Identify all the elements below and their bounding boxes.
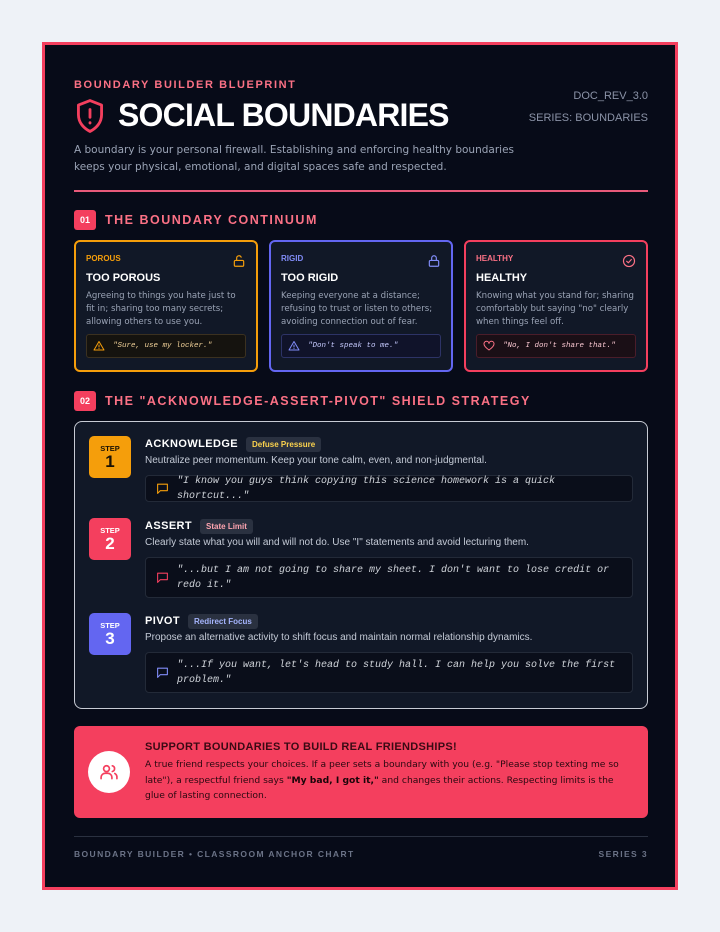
kicker: BOUNDARY BUILDER BLUEPRINT [74, 79, 297, 91]
banner-text-bold: "My bad, I got it," [286, 774, 379, 786]
step-quote [145, 652, 633, 693]
step-header [145, 436, 633, 452]
step-label: STEP [100, 525, 120, 535]
check-circle-icon [622, 254, 636, 268]
card-title: TOO POROUS [86, 272, 161, 284]
step-number: 1 [105, 451, 115, 471]
card-quote [86, 334, 246, 358]
step-badge [89, 518, 131, 560]
doc-series: SERIES: BOUNDARIES [528, 112, 648, 124]
card-healthy [464, 240, 648, 372]
footer-divider [74, 836, 648, 837]
step-pill: Defuse Pressure [246, 437, 321, 452]
page-title: SOCIAL BOUNDARIES [118, 97, 449, 133]
step-label: STEP [100, 620, 120, 630]
section-heading-strategy [74, 391, 648, 411]
step-pill: State Limit [200, 519, 253, 534]
section-title: THE "ACKNOWLEDGE-ASSERT-PIVOT" SHIELD STRATEGY [105, 394, 531, 408]
banner-text-before: A true friend respects your choices. If a peer sets a boundary with you (e.g. "Please stop texting me so late"), a respectful friend says [145, 759, 619, 786]
step-badge [89, 436, 131, 478]
card-quote [476, 334, 636, 358]
card-tag: HEALTHY [476, 254, 514, 263]
support-banner [74, 726, 648, 818]
section-number: 02 [74, 391, 96, 411]
poster-frame [42, 42, 678, 890]
section-heading-continuum [74, 210, 648, 230]
step-header [145, 518, 633, 534]
step-pill: Redirect Focus [188, 614, 258, 629]
doc-revision: DOC_REV_3.0 [573, 90, 648, 102]
card-title: TOO RIGID [281, 272, 339, 284]
step-quote-text: "I know you guys think copying this science homework is a quick shortcut..." [177, 475, 556, 502]
step-assert [89, 518, 633, 613]
card-description: Knowing what you stand for; sharing comfortably but saying "no" clearly when things feel off. [476, 291, 634, 327]
step-label: STEP [100, 443, 120, 453]
banner-title: SUPPORT BOUNDARIES TO BUILD REAL FRIENDSHIPS! [145, 741, 457, 753]
step-quote [145, 557, 633, 598]
card-title: HEALTHY [476, 272, 528, 284]
doc-meta [529, 85, 648, 129]
continuum-cards [74, 240, 648, 372]
warning-icon [93, 340, 105, 352]
footer-left: BOUNDARY BUILDER • CLASSROOM ANCHOR CHART [74, 849, 355, 859]
open-lock-icon [232, 254, 246, 268]
step-text: Neutralize peer momentum. Keep your tone calm, even, and non-judgmental. [145, 455, 487, 466]
card-quote-text: "No, I don't share that." [503, 342, 616, 350]
shield-alert-icon [74, 98, 106, 134]
speech-bubble-icon [156, 482, 169, 495]
step-text: Clearly state what you will and will not do. Use "I" statements and avoid lecturing them. [145, 537, 529, 548]
step-quote [145, 475, 633, 502]
banner-text-after: and changes their actions. Respecting limits is the glue of lasting connection. [145, 774, 614, 801]
card-description: Keeping everyone at a distance; refusing to trust or listen to others; avoiding connection out of fear. [281, 291, 433, 327]
card-tag: POROUS [86, 254, 121, 263]
card-quote-text: "Sure, use my locker." [113, 342, 213, 350]
header-divider [74, 190, 648, 192]
step-text: Propose an alternative activity to shift focus and maintain normal relationship dynamics. [145, 632, 533, 643]
step-badge [89, 613, 131, 655]
section-number: 01 [74, 210, 96, 230]
footer-right: SERIES 3 [598, 849, 648, 859]
heart-icon [483, 340, 495, 352]
footer [74, 849, 648, 859]
step-quote-text: "...If you want, let's head to study hall. I can help you solve the first problem." [177, 659, 616, 686]
card-quote-text: "Don't speak to me." [308, 342, 399, 350]
card-porous [74, 240, 258, 372]
card-quote [281, 334, 441, 358]
warning-icon [288, 340, 300, 352]
step-content [145, 613, 633, 693]
step-pivot [89, 613, 633, 703]
step-content [145, 518, 633, 598]
step-header [145, 613, 633, 629]
section-title: THE BOUNDARY CONTINUUM [105, 213, 318, 227]
card-rigid [269, 240, 453, 372]
speech-bubble-icon [156, 666, 169, 679]
card-tag: RIGID [281, 254, 304, 263]
speech-bubble-icon [156, 571, 169, 584]
step-quote-text: "...but I am not going to share my sheet. I don't want to lose credit or redo it." [177, 564, 610, 591]
intro-text: A boundary is your personal firewall. Establishing and enforcing healthy boundaries keeps your physical, emotional, and digital spaces safe and respected. [74, 144, 515, 173]
step-number: 3 [105, 628, 115, 648]
step-acknowledge [89, 436, 633, 518]
step-name: PIVOT [145, 615, 181, 627]
step-content [145, 436, 633, 502]
poster-content [74, 79, 648, 859]
strategy-panel [74, 421, 648, 709]
card-description: Agreeing to things you hate just to fit in; sharing too many secrets; allowing others to use you. [86, 291, 236, 327]
step-name: ASSERT [145, 520, 193, 532]
users-icon [88, 751, 130, 793]
lock-icon [427, 254, 441, 268]
step-name: ACKNOWLEDGE [145, 438, 239, 450]
step-number: 2 [105, 533, 115, 553]
banner-text [145, 757, 634, 804]
